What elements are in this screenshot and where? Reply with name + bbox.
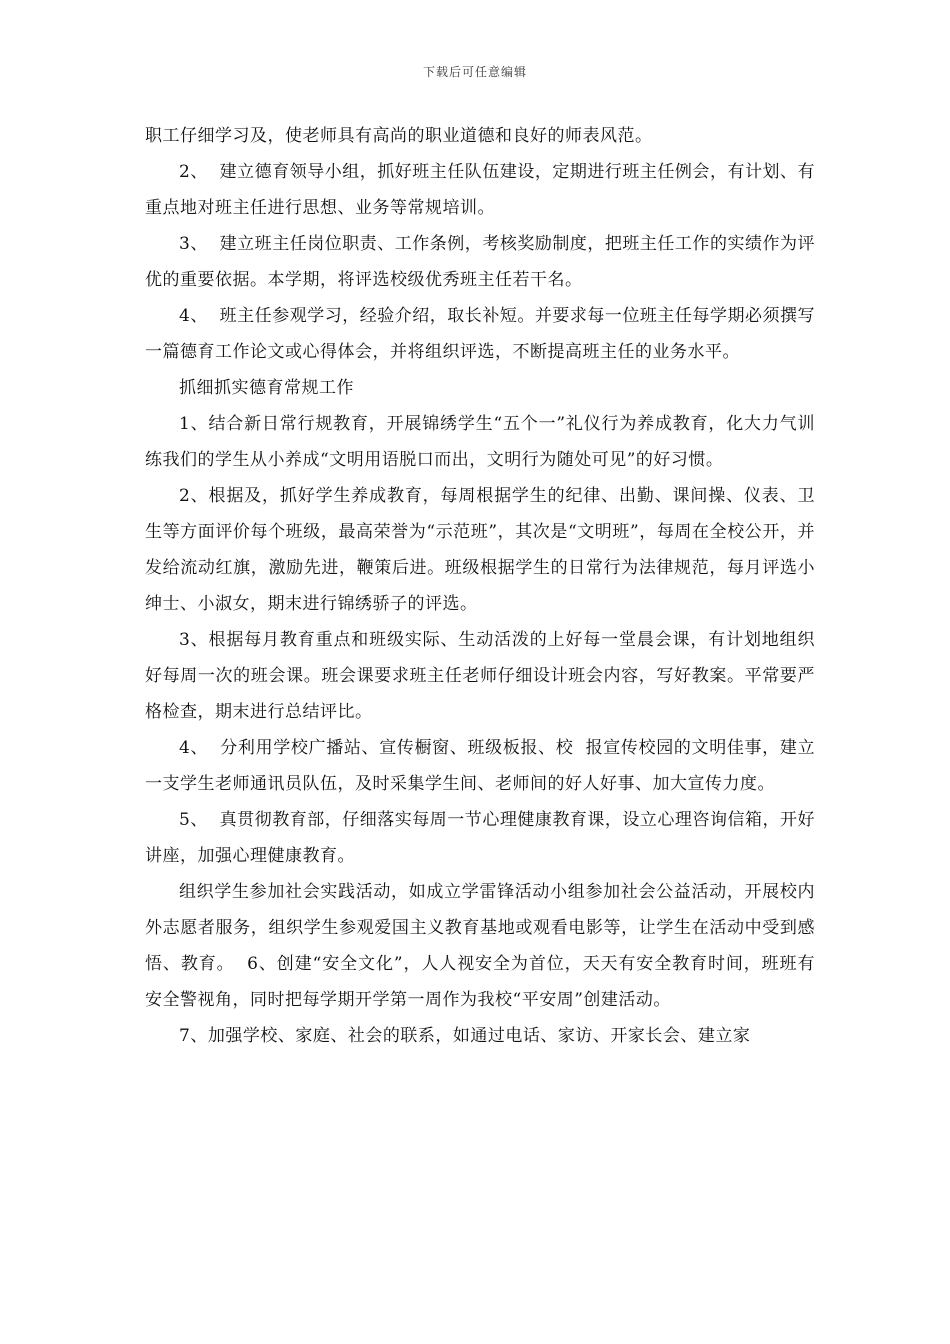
paragraph-1: 职工仔细学习及，使老师具有高尚的职业道德和良好的师表风范。 <box>145 126 653 146</box>
paragraph-2: 2、 建立德育领导小组，抓好班主任队伍建设，定期进行班主任例会，有计划、有重点地对班主任进行思想、业务等常规培训。 <box>145 162 815 218</box>
section-heading: 抓细抓实德育常规工作 <box>179 378 354 398</box>
page-header-note: 下载后可任意编辑 <box>422 65 527 79</box>
paragraph-10: 组织学生参加社会实践活动，如成立学雷锋活动小组参加社会公益活动，开展校内外志愿者服务，组织学生参观爱国主义教育基地或观看电影等，让学生在活动中受到感悟、教育。 6、创建“安全文化”，人人视安全为首位，天天有安全教育时间，班班有安全警视角，同时把每学期开学第一周作为我校“平安周”创建活动。 <box>145 882 815 1010</box>
paragraph-7: 3、根据每月教育重点和班级实际、生动活泼的上好每一堂晨会课，有计划地组织好每周一次的班会课。班会课要求班主任老师仔细设计班会内容，写好教案。平常要严格检查，期末进行总结评比。 <box>145 630 815 722</box>
paragraph-6: 2、根据及，抓好学生养成教育，每周根据学生的纪律、出勤、课间操、仪表、卫生等方面评价每个班级，最高荣誉为“示范班”，其次是“文明班”，每周在全校公开，并发给流动红旗，激励先进，鞭策后进。班级根据学生的日常行为法律规范，每月评选小绅士、小淑女，期末进行锦绣骄子的评选。 <box>145 486 815 614</box>
paragraph-3: 3、 建立班主任岗位职责、工作条例，考核奖励制度，把班主任工作的实绩作为评优的重要依据。本学期，将评选校级优秀班主任若干名。 <box>145 234 815 290</box>
paragraph-8: 4、 分利用学校广播站、宣传橱窗、班级板报、校 报宣传校园的文明佳事，建立一支学生老师通讯员队伍，及时采集学生间、老师间的好人好事、加大宣传力度。 <box>145 738 815 794</box>
paragraph-9: 5、 真贯彻教育部，仔细落实每周一节心理健康教育课，设立心理咨询信箱，开好讲座，加强心理健康教育。 <box>145 810 815 866</box>
paragraph-5: 1、结合新日常行规教育，开展锦绣学生“五个一”礼仪行为养成教育，化大力气训练我们的学生从小养成“文明用语脱口而出，文明行为随处可见”的好习惯。 <box>145 414 815 470</box>
paragraph-11: 7、加强学校、家庭、社会的联系，如通过电话、家访、开家长会、建立家 <box>179 1026 751 1046</box>
paragraph-4: 4、 班主任参观学习，经验介绍，取长补短。并要求每一位班主任每学期必须撰写一篇德育工作论文或心得体会，并将组织评选，不断提高班主任的业务水平。 <box>145 306 815 362</box>
document-body <box>145 118 815 1054</box>
